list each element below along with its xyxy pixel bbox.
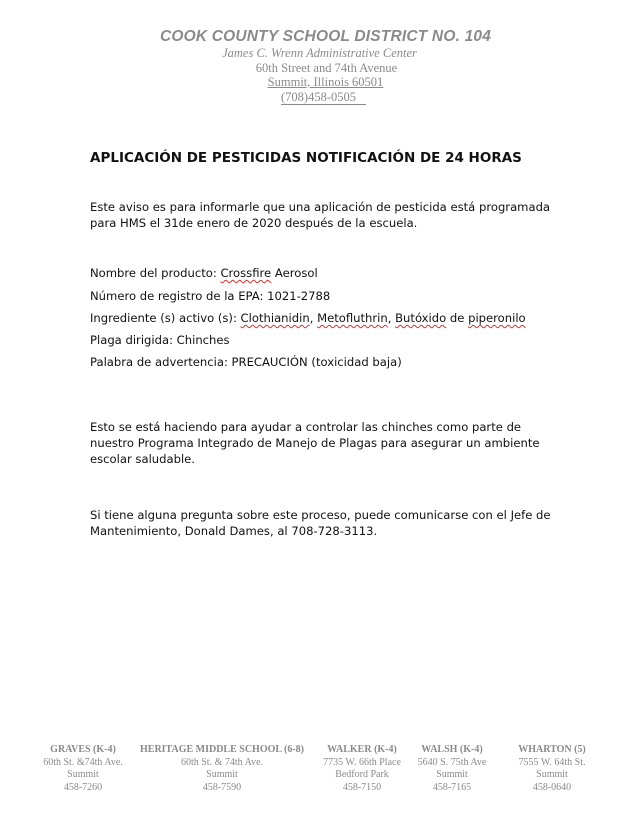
- district-phone: (708)458-0505: [281, 90, 366, 106]
- target-pest-line: Plaga dirigida: Chinches: [90, 333, 230, 347]
- product-name-line: Nombre del producto: Crossfire Aerosol: [90, 266, 318, 280]
- school-walsh: WALSH (K-4) 5640 S. 75th Ave Summit 458-7165: [417, 744, 487, 793]
- contact-paragraph: Si tiene alguna pregunta sobre este proceso, puede comunicarse con el Jefe de Mantenimiento, Donald Dames, al 708-728-3113.: [90, 508, 551, 538]
- notice-heading: APLICACIÓN DE PESTICIDAS NOTIFICACIÓN DE 24 HORAS: [90, 150, 522, 166]
- purpose-paragraph: Esto se está haciendo para ayudar a controlar las chinches como parte de nuestro Programa Integrado de Manejo de Plagas para asegurar un ambiente escolar saludable.: [90, 420, 540, 466]
- district-address: 60th Street and 74th Avenue: [255, 60, 398, 75]
- school-wharton: WHARTON (5) 7555 W. 64th St. Summit 458-0640: [518, 744, 586, 793]
- school-graves: GRAVES (K-4) 60th St. &74th Ave. Summit 458-7260: [43, 744, 123, 793]
- epa-registration-line: Número de registro de la EPA: 1021-2788: [90, 289, 331, 303]
- intro-paragraph: Este aviso es para informarle que una aplicación de pesticida está programada para HMS el 31de enero de 2020 después de la escuela.: [90, 200, 551, 230]
- district-title: COOK COUNTY SCHOOL DISTRICT NO. 104: [159, 28, 492, 45]
- active-ingredients-line: Ingrediente (s) activo (s): Clothianidin, Metofluthrin, Butóxido de piperonilo: [90, 311, 526, 325]
- school-walker: WALKER (K-4) 7735 W. 66th Place Bedford Park 458-7150: [323, 744, 401, 793]
- letterhead: [0, 28, 629, 105]
- signal-word-line: Palabra de advertencia: PRECAUCIÓN (toxicidad baja): [90, 355, 402, 369]
- school-heritage: HERITAGE MIDDLE SCHOOL (6-8) 60th St. & 74th Ave. Summit 458-7590: [140, 744, 304, 793]
- admin-center: James C. Wrenn Administrative Center: [222, 46, 417, 60]
- district-city: Summit, Illinois 60501: [267, 75, 384, 89]
